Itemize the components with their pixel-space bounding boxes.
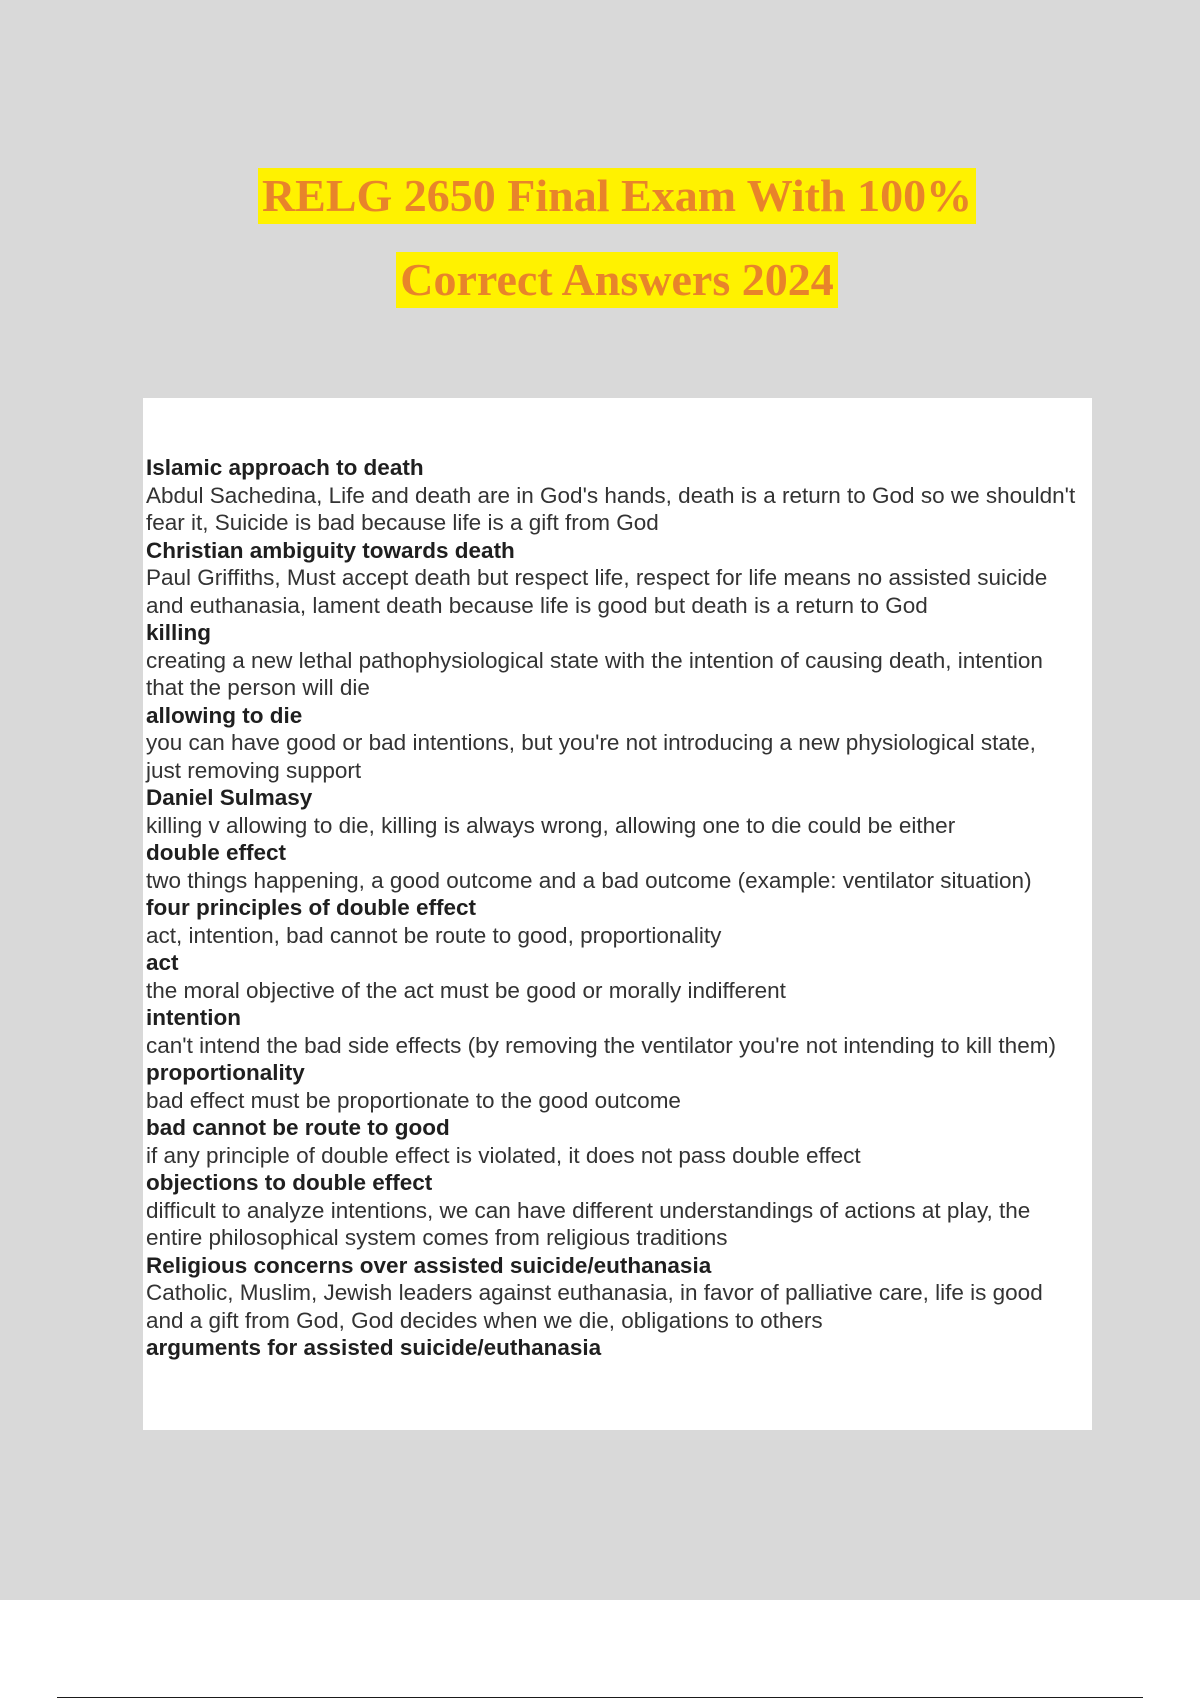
term-heading: four principles of double effect [146, 895, 477, 920]
term-definition: Abdul Sachedina, Life and death are in God's hands, death is a return to God so we shouldn't fear it, Suicide is bad because life is a gift from God [146, 482, 1076, 535]
list-item [146, 454, 1092, 537]
term-heading: intention [146, 1005, 241, 1030]
term-heading: arguments for assisted suicide/euthanasia [146, 1335, 602, 1360]
term-heading: Christian ambiguity towards death [146, 537, 515, 563]
term-definition: killing v allowing to die, killing is always wrong, allowing one to die could be either [146, 812, 956, 838]
list-item [146, 1334, 1092, 1362]
term-heading: allowing to die [146, 702, 303, 728]
term-definition-list [146, 454, 1092, 1362]
list-item [146, 839, 1092, 894]
list-item [146, 784, 1092, 839]
term-definition: Catholic, Muslim, Jewish leaders against euthanasia, in favor of palliative care, life is good and a gift from God, God decides when we die, obligations to others [146, 1280, 1043, 1333]
term-definition: you can have good or bad intentions, but you're not introducing a new physiological state, just removing support [146, 730, 1036, 783]
list-item [146, 1252, 1092, 1335]
list-item [146, 619, 1092, 702]
title-line-1: RELG 2650 Final Exam With 100% [258, 168, 976, 224]
title-line-2: Correct Answers 2024 [396, 252, 838, 308]
list-item [146, 537, 1092, 620]
list-item [146, 894, 1092, 949]
term-definition: if any principle of double effect is violated, it does not pass double effect [146, 1142, 861, 1168]
term-definition: can't intend the bad side effects (by removing the ventilator you're not intending to kill them) [146, 1032, 1056, 1058]
list-item [146, 1059, 1092, 1114]
term-heading: proportionality [146, 1060, 305, 1085]
list-item [146, 949, 1092, 1004]
term-heading: Islamic approach to death [146, 455, 424, 480]
term-definition: difficult to analyze intentions, we can have different understandings of actions at play, the entire philosophical system comes from religious traditions [146, 1197, 1031, 1250]
term-definition: the moral objective of the act must be good or morally indifferent [146, 977, 786, 1003]
term-definition: creating a new lethal pathophysiological state with the intention of causing death, intention that the person will die [146, 647, 1043, 700]
term-heading: objections to double effect [146, 1170, 433, 1195]
term-definition: Paul Griffiths, Must accept death but respect life, respect for life means no assisted suicide and euthanasia, lament death because life is good but death is a return to God [146, 565, 1048, 618]
term-heading: Daniel Sulmasy [146, 785, 313, 810]
list-item [146, 702, 1092, 785]
term-definition: act, intention, bad cannot be route to good, proportionality [146, 922, 722, 948]
page-divider [57, 1697, 1143, 1698]
term-heading: Religious concerns over assisted suicide/euthanasia [146, 1252, 712, 1278]
term-definition: bad effect must be proportionate to the good outcome [146, 1087, 681, 1113]
term-definition: two things happening, a good outcome and a bad outcome (example: ventilator situation) [146, 867, 1032, 893]
list-item [146, 1114, 1092, 1169]
term-heading: killing [146, 620, 212, 645]
list-item [146, 1004, 1092, 1059]
term-heading: bad cannot be route to good [146, 1115, 450, 1140]
list-item [146, 1169, 1092, 1252]
flashcard-content-card [143, 398, 1092, 1430]
term-heading: act [146, 950, 179, 975]
document-title [0, 168, 1200, 308]
term-heading: double effect [146, 840, 287, 865]
